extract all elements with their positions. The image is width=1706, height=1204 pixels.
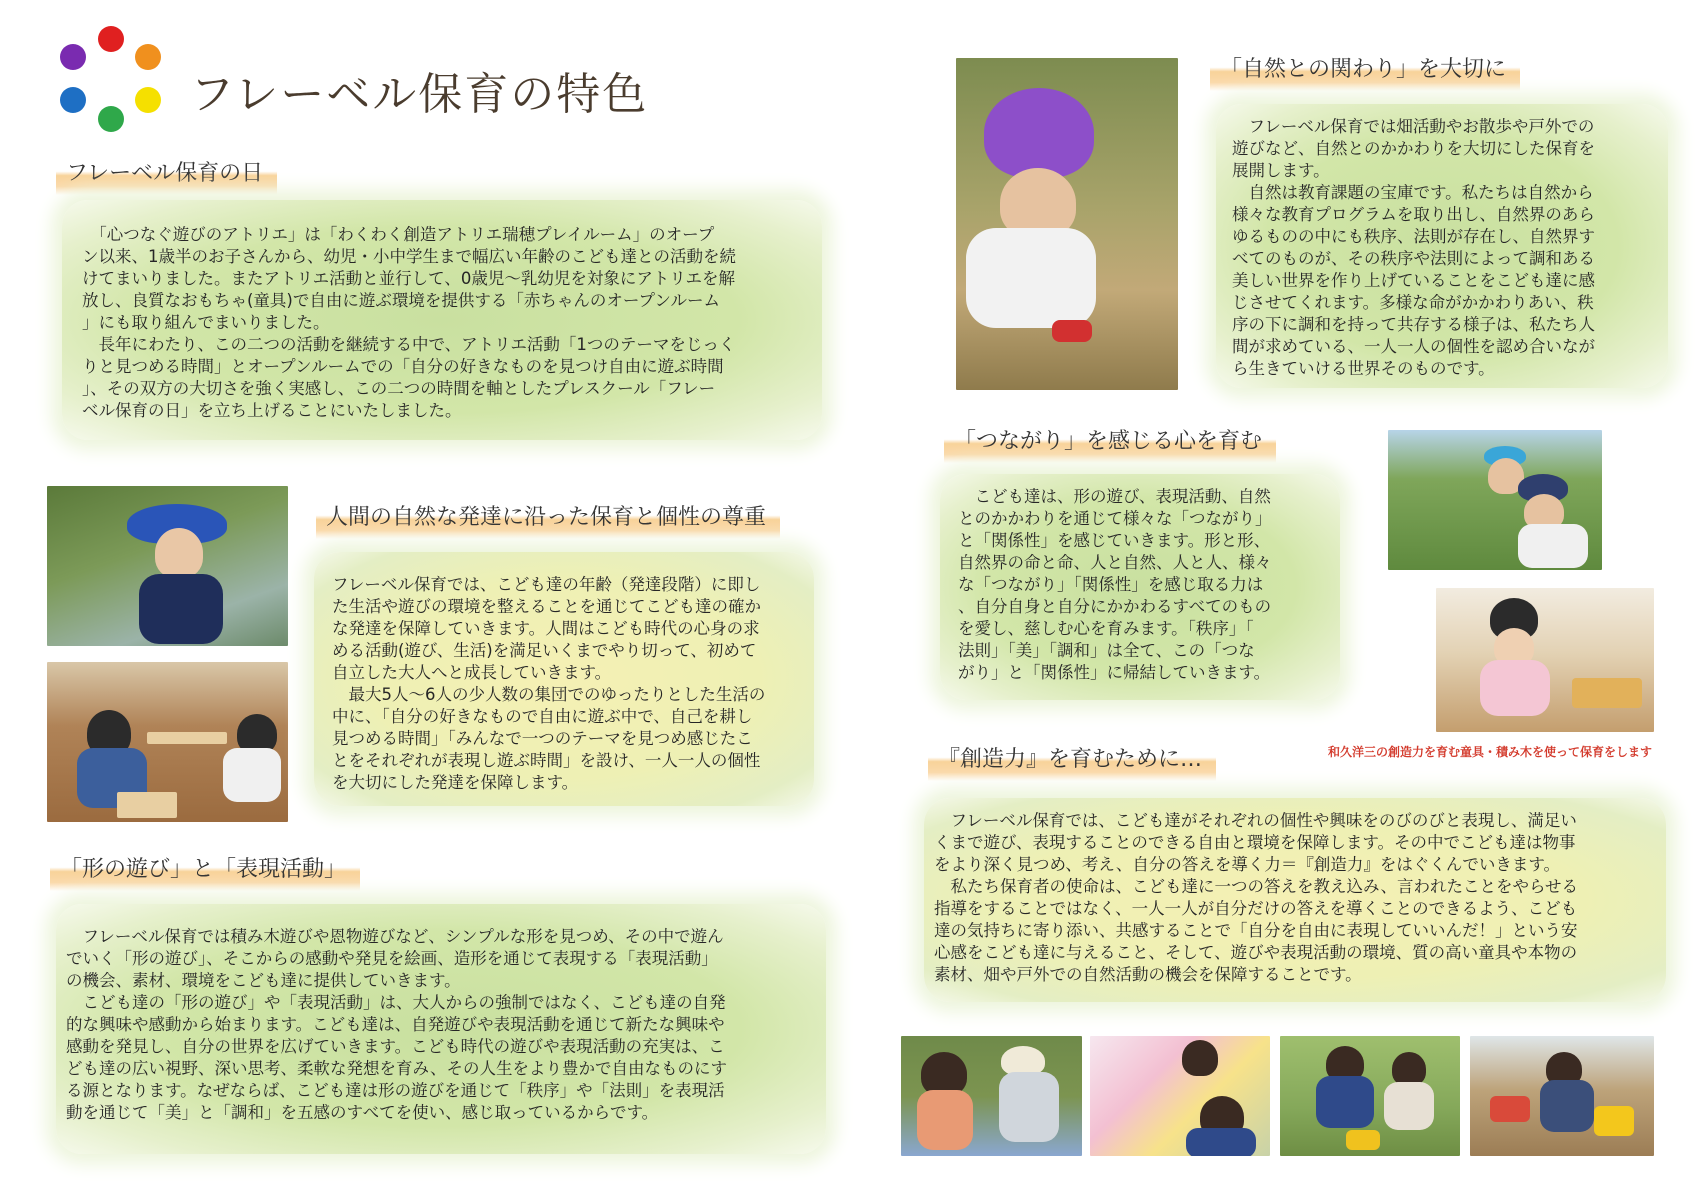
logo-dot-green xyxy=(98,106,124,132)
text-nature: フレーベル保育では畑活動やお散歩や戸外での 遊びなど、自然とのかかわりを大切にした保育を 展開します。 自然は教育課題の宝庫です。私たちは自然から 様々な教育プログラムを取り出し、自然界のあら ゆるものの中にも秩序、法則が存在し、自然界す べてのものが、その秩序や法則によって調和ある 美しい世界を作り上げていることをこども達に感 じさせてくれます。多様な命がかかわりあい、秩 序の下に調和を持って共存する様子は、私たち人 間が求めている、一人一人の個性を認め合いなが ら生きていける世界そのものです。 xyxy=(1232,117,1595,378)
text-form-play: フレーベル保育では積み木遊びや恩物遊びなど、シンプルな形を見つめ、その中で遊ん でいく「形の遊び」、そこからの感動や発見を絵画、造形を通じて表現する「表現活動」 の機会、素材、環境をこども達に提供していきます。 こども達の「形の遊び」や「表現活動」は、大人からの強制ではなく、こども達の自発 的な興味や感動から始まります。こども達は、自発遊びや表現活動を通じて新たな興味や 感動を発見し、自分の世界を広げていきます。こども時代の遊びや表現活動の充実は、こ ども達の広い視野、深い思考、柔軟な発想を育み、その人生をより豊かで自由なものにす る源となります。なぜならば、こども達は形の遊びを通じて「秩序」や「法則」を表現活 動を通じて「美」と「調和」を五感のすべてを使い、感じ取っているからです。 xyxy=(66,927,727,1122)
logo-dot-orange xyxy=(135,44,161,70)
caption-blocks: 和久洋三の創造力を育む童具・積み木を使って保育をします xyxy=(1328,745,1653,759)
photo-sandbox xyxy=(1280,1036,1460,1156)
heading-connection: 「つながり」を感じる心を育む xyxy=(944,420,1276,463)
photo-two-boys-garden xyxy=(1388,430,1602,570)
text-development: フレーベル保育では、こども達の年齢（発達段階）に即し た生活や遊びの環境を整えることを通じてこども達の確か な発達を保障していきます。人間はこども時代の心身の求 める活動(遊び、生活)を満足いくまでやり切って、初めて 自立した大人へと成長していきます。 最大5人～6人の少人数の集団でのゆったりとした生活の 中に、「自分の好きなもので自由に遊ぶ中で、自己を耕し 見つめる時間」「みんなで一つのテーマを見つめ感じたこ とをそれぞれが表現し遊ぶ時間」を設け、一人一人の個性 を大切にした発達を保障します。 xyxy=(332,575,766,792)
text-connection: こども達は、形の遊び、表現活動、自然 とのかかわりを通じて様々な「つながり」 と「関係性」を感じていきます。形と形、 自然界の命と命、人と自然、人と人、様々 な「つながり」「関係性」を感じ取る力は 、自分自身と自分にかかわるすべてのもの を愛し、慈しむ心を育みます。「秩序」「 法則」「美」「調和」は全て、この「つな がり」と「関係性」に帰結していきます。 xyxy=(958,487,1272,682)
logo-dot-purple xyxy=(60,44,86,70)
logo-dot-blue xyxy=(60,87,86,113)
photo-picnic xyxy=(901,1036,1082,1156)
photo-children-blocks xyxy=(47,662,288,822)
text-creativity: フレーベル保育では、こども達がそれぞれの個性や興味をのびのびと表現し、満足い くまで遊び、表現することのできる自由と環境を保障します。その中でこども達は物事 をより深く見つめ、考え、自分の答えを導く力＝『創造力』をはぐくんでいきます。 私たち保育者の使命は、こども達に一つの答えを教え込み、言われたことをやらせる 指導をすることではなく、一人一人が自分だけの答えを導くことのできるよう、こども 達の気持ちに寄り添い、共感することで「自分を自由に表現していいんだ！」という安 心感をこども達に与えること、そして、遊びや表現活動の環境、質の高い童具や本物の 素材、畑や戸外での自然活動の機会を保障することです。 xyxy=(934,811,1578,984)
heading-froebel-day: フレーベル保育の日 xyxy=(56,152,277,195)
heading-form-play: 「形の遊び」と「表現活動」 xyxy=(50,848,360,891)
logo-dot-red xyxy=(98,26,124,52)
text-froebel-day: 「心つなぐ遊びのアトリエ」は「わくわく創造アトリエ瑞穂プレイルーム」のオープ ン以来、1歳半のお子さんから、幼児・小中学生まで幅広い年齢のこども達との活動を続 けてまいりました。またアトリエ活動と並行して、0歳児～乳幼児を対象にアトリエを解 放し、良質なおもちゃ(童具)で自由に遊ぶ環境を提供する「赤ちゃんのオープンルーム 」にも取り組んでまいりました。 長年にわたり、この二つの活動を継続する中で、アトリエ活動「1つのテーマをじっく りと見つめる時間」とオープンルームでの「自分の好きなものを見つけ自由に遊ぶ時間 」、その双方の大切さを強く実感し、この二つの時間を軸としたプレスクール「フレー ベル保育の日」を立ち上げることにいたしました。 xyxy=(82,225,736,420)
photo-outdoor-table xyxy=(1470,1036,1654,1156)
photo-girl-playing-blocks xyxy=(1436,588,1654,732)
logo-dot-yellow xyxy=(135,87,161,113)
heading-development: 人間の自然な発達に沿った保育と個性の尊重 xyxy=(316,496,780,539)
photo-child-in-field xyxy=(956,58,1178,390)
photo-painting xyxy=(1090,1036,1270,1156)
photo-child-with-net xyxy=(47,486,288,646)
heading-nature: 「自然との関わり」を大切に xyxy=(1210,48,1520,91)
heading-creativity: 『創造力』を育むために… xyxy=(928,738,1216,781)
page-title: フレーベル保育の特色 xyxy=(190,69,649,120)
